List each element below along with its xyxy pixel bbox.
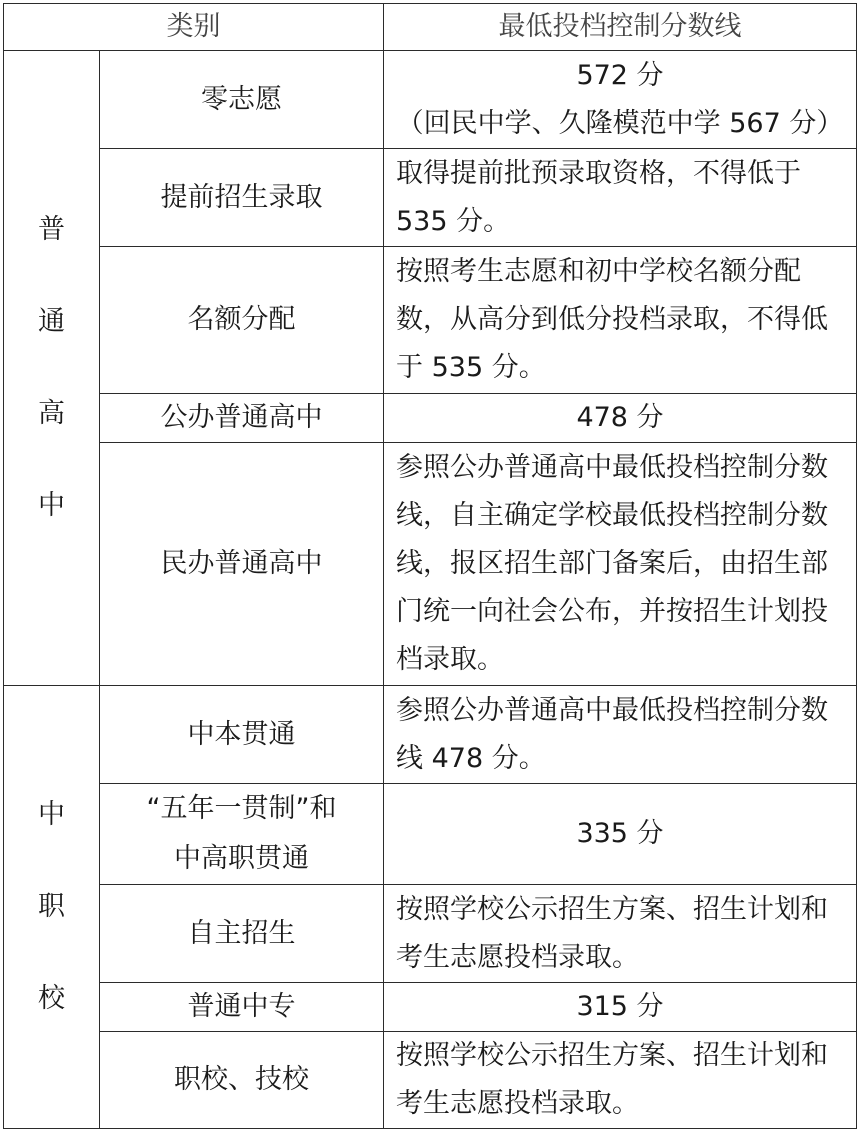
score-table-container xyxy=(3,3,857,1129)
group-label-char: 职 xyxy=(38,891,65,922)
row-value: 取得提前批预录取资格，不得低于535 分。 xyxy=(384,149,857,247)
row-name-line: “五年一贯制”和 xyxy=(146,793,337,824)
score-table xyxy=(3,3,857,1129)
row-value-line: 572 分 xyxy=(576,59,664,91)
table-row xyxy=(4,885,857,983)
row-value: 按照学校公示招生方案、招生计划和考生志愿投档录取。 xyxy=(384,1032,857,1129)
row-name: 名额分配 xyxy=(100,247,384,394)
row-value: 参照公办普通高中最低投档控制分数线 478 分。 xyxy=(384,686,857,784)
row-value: 按照学校公示招生方案、招生计划和考生志愿投档录取。 xyxy=(384,885,857,983)
row-name: 公办普通高中 xyxy=(100,394,384,443)
row-value: 478 分 xyxy=(384,394,857,443)
row-value: 参照公办普通高中最低投档控制分数线，自主确定学校最低投档控制分数线，报区招生部门备案后，由招生部门统一向社会公布，并按招生计划投档录取。 xyxy=(384,443,857,686)
group-label-char: 中 xyxy=(38,799,65,830)
row-name: 零志愿 xyxy=(100,51,384,149)
group-label-char: 通 xyxy=(38,306,65,337)
group-label-char: 高 xyxy=(38,398,65,429)
table-row xyxy=(4,686,857,784)
row-name: 中本贯通 xyxy=(100,686,384,784)
table-row xyxy=(4,1032,857,1129)
header-row xyxy=(4,4,857,51)
row-value: 315 分 xyxy=(384,983,857,1032)
row-name: 自主招生 xyxy=(100,885,384,983)
table-row xyxy=(4,149,857,247)
group-label-general-high-school xyxy=(4,51,100,686)
group-label-char: 中 xyxy=(38,490,65,521)
row-value: 按照考生志愿和初中学校名额分配数，从高分到低分投档录取，不得低于 535 分。 xyxy=(384,247,857,394)
row-name-line: 中高职贯通 xyxy=(174,843,309,874)
table-row xyxy=(4,247,857,394)
row-value: 335 分 xyxy=(384,784,857,885)
table-row xyxy=(4,51,857,149)
group-label-char: 普 xyxy=(38,214,65,245)
row-name: 提前招生录取 xyxy=(100,149,384,247)
table-row xyxy=(4,394,857,443)
table-row xyxy=(4,443,857,686)
header-category: 类别 xyxy=(4,4,384,51)
table-row xyxy=(4,983,857,1032)
table-row xyxy=(4,784,857,885)
group-label-vocational-school xyxy=(4,686,100,1129)
row-value-line: （回民中学、久隆模范中学 567 分） xyxy=(396,107,844,139)
row-name xyxy=(100,784,384,885)
row-name: 普通中专 xyxy=(100,983,384,1032)
header-score-line: 最低投档控制分数线 xyxy=(384,4,857,51)
row-value xyxy=(384,51,857,149)
group-label-char: 校 xyxy=(38,983,65,1014)
row-name: 民办普通高中 xyxy=(100,443,384,686)
row-name: 职校、技校 xyxy=(100,1032,384,1129)
